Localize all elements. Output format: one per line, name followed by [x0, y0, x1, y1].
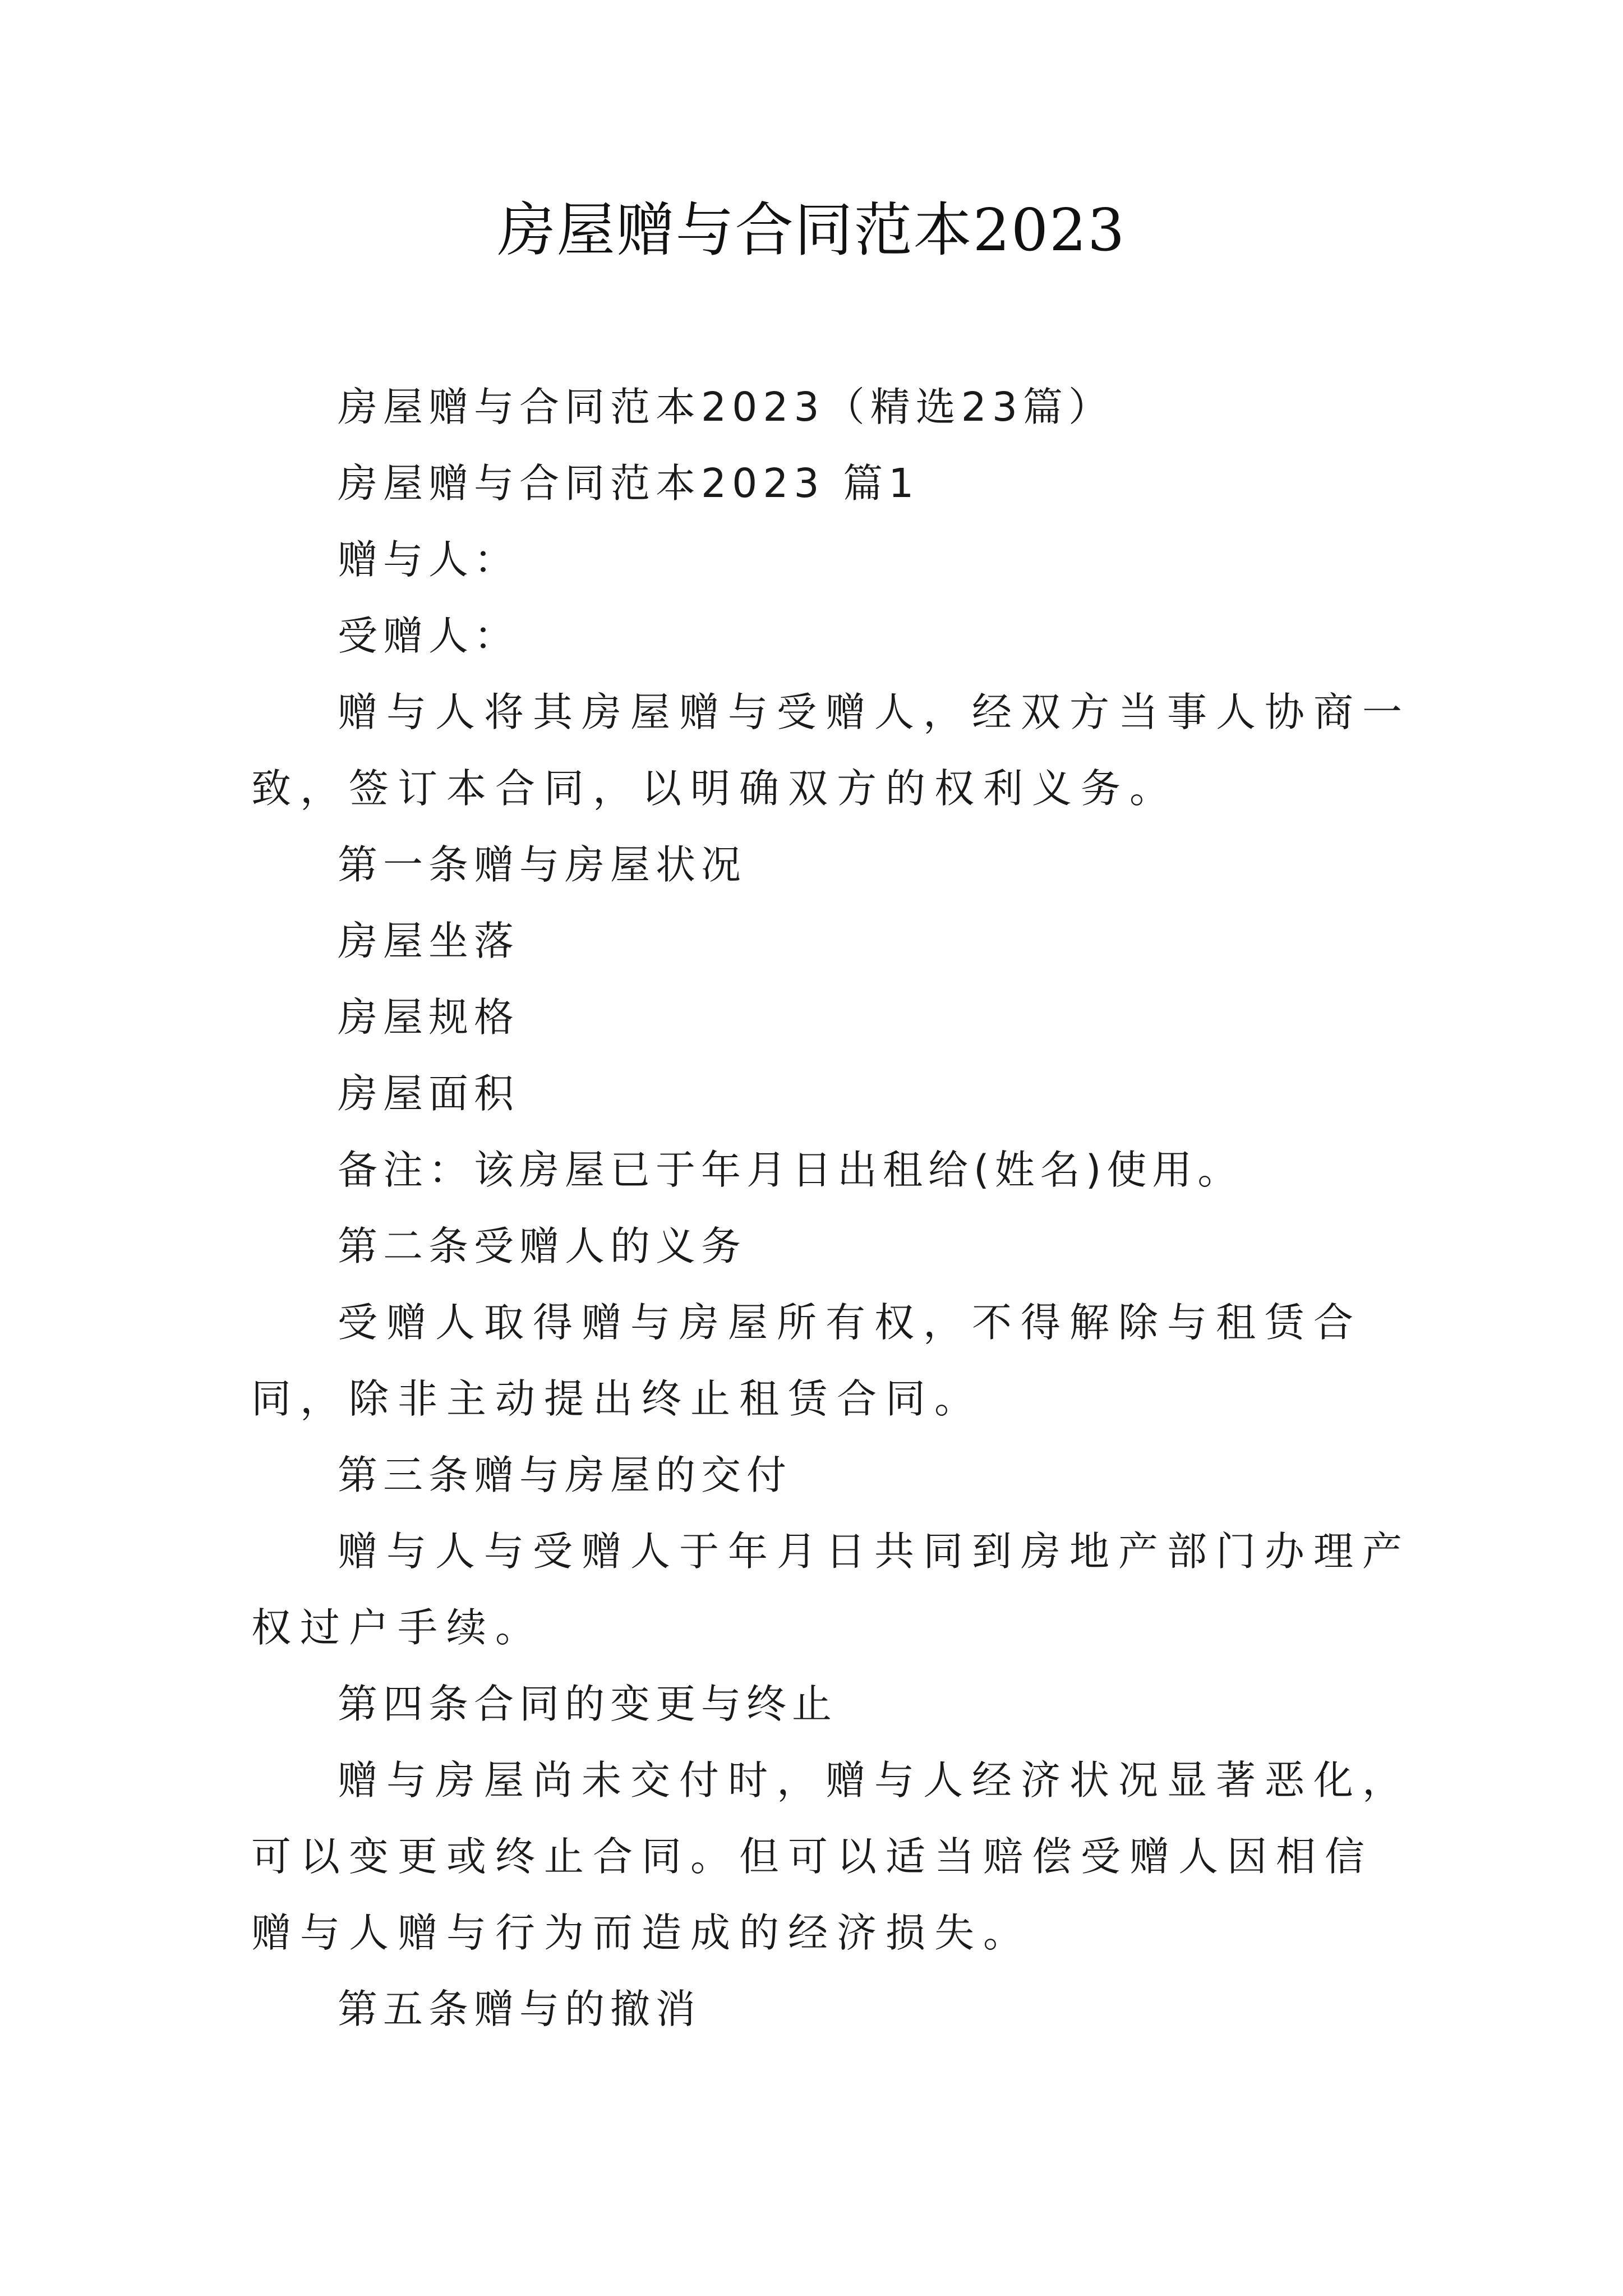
paragraph-collection-title: 房屋赠与合同范本2023（精选23篇）	[338, 384, 1114, 430]
paragraph-clause-2-body: 受赠人取得赠与房屋所有权，不得解除与租赁合同，除非主动提出终止租赁合同。	[251, 1299, 1363, 1422]
paragraph-house-area: 房屋面积	[338, 1070, 520, 1117]
paragraph-clause-4-body: 赠与房屋尚未交付时，赠与人经济状况显著恶化，可以变更或终止合同。但可以适当赔偿受赠人因相信赠与人赠与行为而造成的经济损失。	[251, 1757, 1412, 1956]
document-body	[251, 369, 1412, 2047]
paragraph-remark: 备注：该房屋已于年月日出租给(姓名)使用。	[338, 1147, 1243, 1193]
paragraph-clause-5-heading: 第五条赠与的撤消	[338, 1986, 702, 2032]
paragraph-article-heading: 房屋赠与合同范本2023 篇1	[338, 460, 920, 507]
paragraph-clause-2-heading: 第二条受赠人的义务	[338, 1223, 747, 1269]
paragraph-clause-4-heading: 第四条合同的变更与终止	[338, 1681, 838, 1727]
paragraph-house-spec: 房屋规格	[338, 994, 520, 1041]
paragraph-clause-3-heading: 第三条赠与房屋的交付	[338, 1452, 792, 1498]
paragraph-donee: 受赠人：	[338, 613, 520, 659]
paragraph-clause-1-heading: 第一条赠与房屋状况	[338, 841, 747, 888]
paragraph-house-location: 房屋坐落	[338, 918, 520, 964]
document-title: 房屋赠与合同范本2023	[497, 196, 1126, 264]
paragraph-donor: 赠与人：	[338, 536, 520, 583]
paragraph-clause-3-body: 赠与人与受赠人于年月日共同到房地产部门办理产权过户手续。	[251, 1528, 1412, 1651]
paragraph-preamble: 赠与人将其房屋赠与受赠人，经双方当事人协商一致，签订本合同，以明确双方的权利义务。	[251, 689, 1412, 812]
